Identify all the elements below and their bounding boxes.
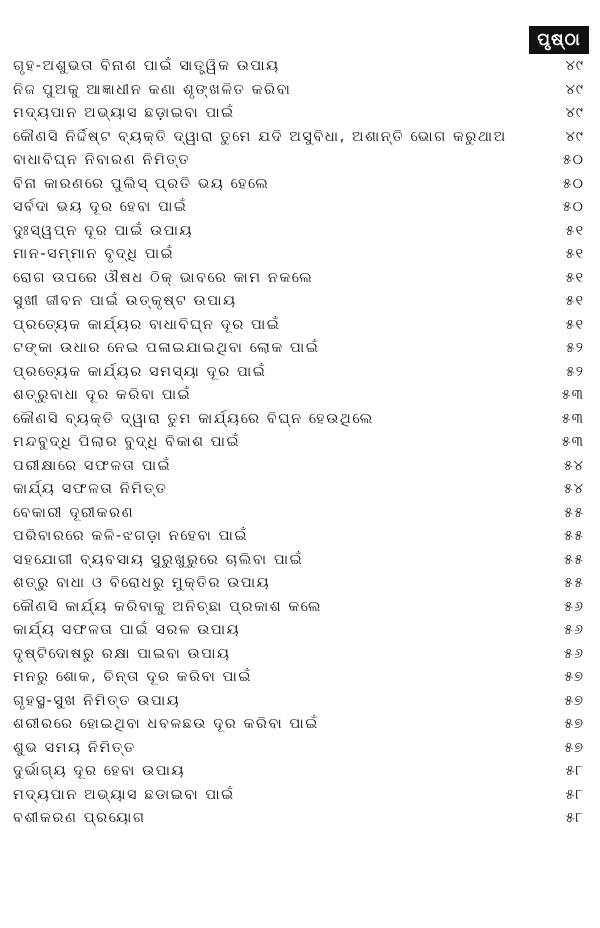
toc-entry-title: ଶତ୍ରୁବାଧା ଦୂର କରିବା ପାଇଁ — [13, 387, 192, 403]
toc-entry — [0, 149, 600, 173]
toc-entry-title: ଗୃହସ୍ଥ-ସୁଖ ନିମିତ୍ତ ଉପାୟ — [13, 692, 181, 709]
toc-entry-title: ପ୍ରତ୍ୟେକ କାର୍ଯ୍ୟର ବାଧାବିଘ୍ନ ଦୂର ପାଇଁ — [13, 316, 281, 333]
toc-entry — [0, 737, 600, 761]
toc-entry — [0, 784, 600, 808]
toc-entry-title: ଦୃଷ୍ଟିଦୋଷରୁ ରକ୍ଷା ପାଇବା ଉପାୟ — [13, 645, 231, 662]
toc-entry-page-number: ୫୬ — [563, 622, 584, 638]
toc-entry — [0, 643, 600, 667]
toc-entry — [0, 361, 600, 385]
toc-entry — [0, 807, 600, 831]
toc-entry-title: ମନ୍ଦବୁଦ୍ଧି ପିଲାର ବୁଦ୍ଧି ବିକାଶ ପାଇଁ — [13, 434, 241, 450]
toc-entry — [0, 760, 600, 784]
toc-entry-page-number: ୪୯ — [565, 105, 584, 121]
toc-entry-page-number: ୫୪ — [563, 457, 584, 474]
toc-entry-page-number: ୫୨ — [565, 340, 584, 356]
toc-entry-title: ସହଯୋଗୀ ବ୍ୟବସାୟ ସୁରୁଖୁରୁରେ ଚାଲିବା ପାଇଁ — [13, 551, 304, 568]
toc-entry-page-number: ୫୭ — [564, 739, 584, 756]
toc-entry — [0, 713, 600, 737]
toc-entry — [0, 431, 600, 455]
toc-entry-page-number: ୫୩ — [561, 434, 584, 450]
toc-entry — [0, 79, 600, 103]
toc-entry-title: ସର୍ବଦା ଭୟ ଦୂର ହେବା ପାଇଁ — [13, 199, 188, 215]
toc-entry-page-number: ୫୦ — [562, 152, 584, 168]
toc-entry-page-number: ୫୧ — [565, 316, 584, 333]
toc-entry-title: ମନରୁ ଶୋକ, ଚିନ୍ତା ଦୂର କରିବା ପାଇଁ — [13, 669, 253, 685]
toc-entry-title: ବିନା କାରଣରେ ପୁଲିସ୍ ପ୍ରତି ଭୟ ହେଲେ — [13, 175, 270, 192]
toc-entry-page-number: ୫୮ — [565, 763, 584, 779]
toc-entry-page-number: ୪୯ — [565, 81, 584, 98]
toc-entry — [0, 525, 600, 549]
toc-entry-page-number: ୪୯ — [565, 128, 584, 145]
toc-entry-title: ଶତ୍ରୁ ବାଧା ଓ ବିରୋଧରୁ ମୁକ୍ତିର ଉପାୟ — [13, 575, 271, 591]
toc-entry-title: ଟଙ୍କା ଉଧାର ନେଇ ପଳାଇଯାଇଥିବା ଲୋକ ପାଇଁ — [13, 340, 320, 356]
toc-entry-page-number: ୫୭ — [564, 669, 584, 685]
toc-entry-title: ଦୁର୍ଭାଗ୍ୟ ଦୂର ହେବା ଉପାୟ — [13, 763, 186, 779]
toc-entry — [0, 384, 600, 408]
toc-entry — [0, 502, 600, 526]
toc-entry-page-number: ୫୧ — [565, 246, 584, 262]
toc-entry — [0, 596, 600, 620]
toc-entry-page-number: ୫୫ — [563, 504, 584, 521]
toc-entry-page-number: ୫୦ — [562, 175, 584, 192]
toc-entry-title: ସୁଖୀ ଜୀବନ ପାଇଁ ଉତ୍କୃଷ୍ଟ ଉପାୟ — [13, 293, 237, 309]
toc-entry — [0, 173, 600, 197]
toc-entry — [0, 126, 600, 150]
toc-entry-page-number: ୫୭ — [564, 716, 584, 732]
toc-entry — [0, 549, 600, 573]
toc-entry — [0, 619, 600, 643]
toc-entry-title: ବେକାରୀ ଦୂରୀକରଣ — [13, 504, 135, 521]
table-of-contents — [0, 55, 600, 831]
toc-entry-page-number: ୫୭ — [564, 692, 584, 709]
toc-entry-page-number: ୫୫ — [563, 528, 584, 544]
toc-entry-page-number: ୫୨ — [565, 363, 584, 380]
toc-entry-title: କାର୍ଯ୍ୟ ସଫଳତା ପାଇଁ ସରଳ ଉପାୟ — [13, 622, 241, 638]
toc-entry-title: ମାନ-ସମ୍ମାନ ବୃଦ୍ଧି ପାଇଁ — [13, 246, 175, 262]
toc-entry-page-number: ୫୫ — [563, 551, 584, 568]
toc-entry-page-number: ୫୦ — [562, 199, 584, 215]
toc-entry-title: ବଶୀକରଣ ପ୍ରୟୋଗ — [13, 810, 146, 826]
toc-entry-page-number: ୫୫ — [563, 575, 584, 591]
toc-entry-title: ବାଧାବିଘ୍ନ ନିବାରଣ ନିମିତ୍ତ — [13, 152, 191, 168]
page-column-header: ପୃଷ୍ଠା — [529, 26, 589, 54]
toc-entry-title: ପରୀକ୍ଷାରେ ସଫଳତା ପାଇଁ — [13, 457, 172, 474]
toc-entry — [0, 220, 600, 244]
toc-entry-title: କାର୍ଯ୍ୟ ସଫଳତା ନିମିତ୍ତ — [13, 481, 168, 497]
toc-entry — [0, 690, 600, 714]
toc-entry-title: ପରିବାରରେ କଳି-ଝଗଡ଼ା ନହେବା ପାଇଁ — [13, 528, 249, 544]
toc-entry — [0, 102, 600, 126]
toc-entry — [0, 290, 600, 314]
toc-entry-title: କୌଣସି କାର୍ଯ୍ୟ କରିବାକୁ ଅନିଚ୍ଛା ପ୍ରକାଶ କଲେ — [13, 598, 323, 615]
toc-entry-title: ମଦ୍ୟପାନ ଅଭ୍ୟାସ ଛଡ଼ାଇବା ପାଇଁ — [13, 105, 235, 121]
toc-entry-title: ଦୁଃସ୍ୱପ୍ନ ଦୂର ପାଇଁ ଉପାୟ — [13, 222, 194, 239]
toc-entry-title: କୌଣସି ନିର୍ଦ୍ଦିଷ୍ଟ ବ୍ୟକ୍ତି ଦ୍ୱାରା ତୁମେ ଯଦି ଅସୁବିଧା, ଅଶାନ୍ତି ଭୋଗ କରୁଥାଅ — [13, 128, 507, 145]
toc-entry-page-number: ୫୧ — [565, 269, 584, 286]
toc-entry-title: ଶରୀରରେ ହୋଇଥିବା ଧବଳଛଉ ଦୂର କରିବା ପାଇଁ — [13, 716, 319, 732]
toc-entry-page-number: ୫୬ — [563, 645, 584, 662]
toc-entry — [0, 55, 600, 79]
toc-entry-title: ପ୍ରତ୍ୟେକ କାର୍ଯ୍ୟର ସମସ୍ୟା ଦୂର ପାଇଁ — [13, 363, 267, 380]
toc-entry — [0, 196, 600, 220]
toc-entry-page-number: ୫୪ — [563, 481, 584, 497]
toc-entry-title: ଗୃହ-ଅଶୁଭତା ବିନାଶ ପାଇଁ ସାତ୍ତ୍ୱିକ ଉପାୟ — [13, 58, 280, 74]
toc-entry — [0, 243, 600, 267]
toc-entry — [0, 408, 600, 432]
toc-entry — [0, 337, 600, 361]
toc-entry — [0, 572, 600, 596]
toc-entry-title: କୌଣସି ବ୍ୟକ୍ତି ଦ୍ୱାରା ତୁମ କାର୍ଯ୍ୟରେ ବିଘ୍ନ ହେଉଥିଲେ — [13, 410, 374, 427]
toc-entry-page-number: ୫୧ — [565, 293, 584, 309]
toc-entry-title: ନିଜ ପୁଅକୁ ଆଜ୍ଞାଧୀନ କଣା ଶୃଙ୍ଖଳିତ କରିବା — [13, 81, 292, 98]
toc-entry-page-number: ୫୧ — [565, 222, 584, 239]
toc-entry — [0, 666, 600, 690]
toc-entry-page-number: ୫୩ — [561, 387, 584, 403]
toc-entry-page-number: ୫୬ — [563, 598, 584, 615]
toc-entry-page-number: ୫୩ — [561, 410, 584, 427]
toc-entry-page-number: ୪୯ — [565, 58, 584, 74]
toc-entry-page-number: ୫୮ — [565, 810, 584, 826]
toc-entry-title: ରୋଗ ଉପରେ ଔଷଧ ଠିକ୍ ଭାବରେ କାମ ନକଲେ — [13, 269, 314, 286]
toc-entry-title: ମଦ୍ୟପାନ ଅଭ୍ୟାସ ଛଡାଇବା ପାଇଁ — [13, 786, 235, 803]
toc-entry-title: ଶୁଭ ସମୟ ନିମିତ୍ତ — [13, 739, 136, 756]
toc-entry-page-number: ୫୮ — [565, 786, 584, 803]
toc-entry — [0, 314, 600, 338]
toc-entry — [0, 267, 600, 291]
toc-entry — [0, 455, 600, 479]
toc-entry — [0, 478, 600, 502]
